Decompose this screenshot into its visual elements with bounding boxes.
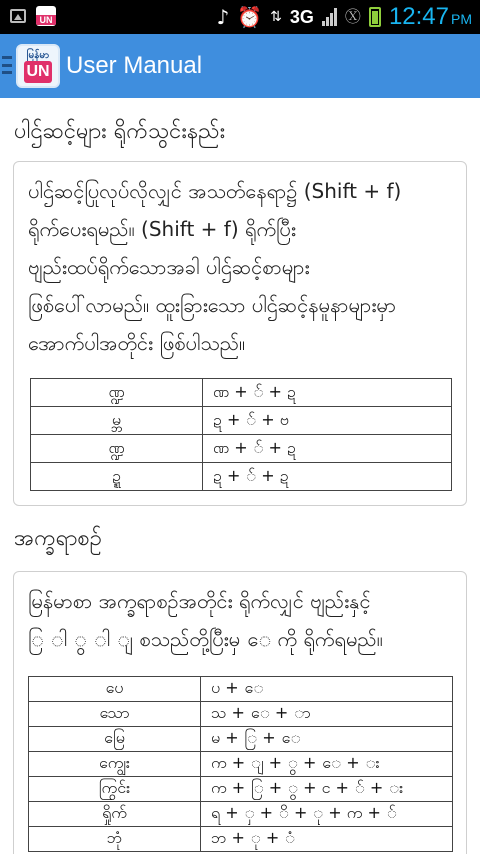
paragraph-line: အောက်ပါအတိုင်း ဖြစ်ပါသည်။ bbox=[28, 331, 246, 355]
table-row bbox=[29, 702, 453, 727]
table-cell-keys: ဍ + ် + ဍ bbox=[203, 463, 452, 491]
clock bbox=[389, 3, 472, 31]
table-row bbox=[31, 435, 452, 463]
table-cell-result: ရှိုက် bbox=[29, 802, 201, 827]
table-cell-keys: ပ + ေ bbox=[201, 677, 453, 702]
card-paragraph bbox=[28, 582, 456, 658]
table-cell-keys: ဏ + ် + ဍ bbox=[203, 435, 452, 463]
table-row bbox=[29, 752, 453, 777]
section-heading-stacked-letters: ပါဌ်ဆင့်များ ရိုက်သွင်းနည်း bbox=[14, 119, 226, 144]
network-type: 3G bbox=[289, 6, 314, 27]
notification-icons bbox=[10, 6, 56, 26]
table-cell-result: ဍ္ဍ bbox=[31, 463, 203, 491]
alarm-icon: ⏰ bbox=[237, 5, 263, 29]
menu-icon[interactable] bbox=[2, 56, 12, 74]
table-cell-keys: ဏ + ် + ဍ bbox=[203, 379, 452, 407]
no-sim-icon: Ⓧ bbox=[344, 7, 361, 26]
table-row bbox=[29, 677, 453, 702]
paragraph-line: ပါဌ်ဆင့်ပြုလုပ်လိုလျှင် အသတ်နေရာ၌ (Shift + f) bbox=[28, 179, 402, 203]
card-paragraph bbox=[28, 172, 456, 362]
status-bar bbox=[0, 0, 480, 34]
table-cell-keys: မ + ြ + ေ bbox=[201, 727, 453, 752]
table-cell-keys: က + ျ + ွ + ေ + း bbox=[201, 752, 453, 777]
table-cell-keys: က + ြ + ွ + င + ် + း bbox=[201, 777, 453, 802]
clock-ampm: PM bbox=[451, 11, 472, 27]
table-cell-result: မ္ဘ bbox=[31, 407, 203, 435]
table-row bbox=[31, 407, 452, 435]
paragraph-line: ဖြစ်ပေါ်လာမည်။ ထူးခြားသော ပါဌ်ဆင့်နမူနာများမှာ bbox=[28, 293, 397, 317]
table-cell-result: ကြွင်း bbox=[29, 777, 201, 802]
section-heading-alphabetical-order: အက္ခရာစဉ် bbox=[14, 526, 102, 551]
paragraph-line: ဗျည်းထပ်ရိုက်သောအခါ ပါဌ်ဆင့်စာများ bbox=[28, 255, 310, 279]
table-cell-keys: ဍ + ် + ဗ bbox=[203, 407, 452, 435]
app-bar bbox=[0, 34, 480, 98]
table-cell-keys: ရ + ှ + ိ + ု + က + ် bbox=[201, 802, 453, 827]
table-cell-result: ဘုံ bbox=[29, 827, 201, 852]
data-icon: ⇅ bbox=[270, 9, 282, 25]
table-cell-result: ပေ bbox=[29, 677, 201, 702]
table-row bbox=[29, 727, 453, 752]
table-cell-result: ဏ္ဍ bbox=[31, 379, 203, 407]
system-icons bbox=[217, 3, 473, 31]
table-row bbox=[31, 379, 452, 407]
clock-time: 12:47 bbox=[388, 3, 449, 30]
manual-content[interactable] bbox=[0, 98, 480, 854]
card-stacked-letters bbox=[13, 161, 467, 506]
table-cell-result: ကျွေး bbox=[29, 752, 201, 777]
example-table bbox=[30, 378, 452, 491]
battery-icon bbox=[369, 7, 381, 27]
table-row bbox=[29, 827, 453, 852]
paragraph-line: ရိုက်ပေးရမည်။ (Shift + f) ရိုက်ပြီး bbox=[28, 217, 296, 241]
table-row bbox=[29, 777, 453, 802]
card-alphabetical-order bbox=[13, 571, 467, 854]
logo-text-bottom: UN bbox=[24, 61, 52, 83]
mute-icon: ♪ bbox=[216, 5, 230, 29]
table-cell-result: မြေ bbox=[29, 727, 201, 752]
table-cell-keys: ဘ + ု + ံ bbox=[201, 827, 453, 852]
table-cell-result: သော bbox=[29, 702, 201, 727]
image-icon bbox=[10, 9, 26, 23]
signal-icon bbox=[322, 8, 337, 26]
app-notification-icon bbox=[36, 6, 56, 26]
table-row bbox=[29, 802, 453, 827]
paragraph-line: ြ ါ ွ ါ ျ စသည်တို့ပြီးမှ ေ ကို ရိုက်ရမည်။ bbox=[28, 627, 383, 651]
paragraph-line: မြန်မာစာ အက္ခရာစဉ်အတိုင်း ရိုက်လျှင် ဗျည်းနှင့် bbox=[28, 589, 371, 613]
page-title: User Manual bbox=[66, 52, 203, 79]
example-table bbox=[28, 676, 453, 852]
app-logo[interactable] bbox=[16, 44, 60, 88]
table-cell-keys: သ + ေ + ာ bbox=[201, 702, 453, 727]
logo-text-top: မြန်မာ bbox=[26, 50, 50, 61]
table-cell-result: ဏ္ဍ bbox=[31, 435, 203, 463]
table-row bbox=[31, 463, 452, 491]
